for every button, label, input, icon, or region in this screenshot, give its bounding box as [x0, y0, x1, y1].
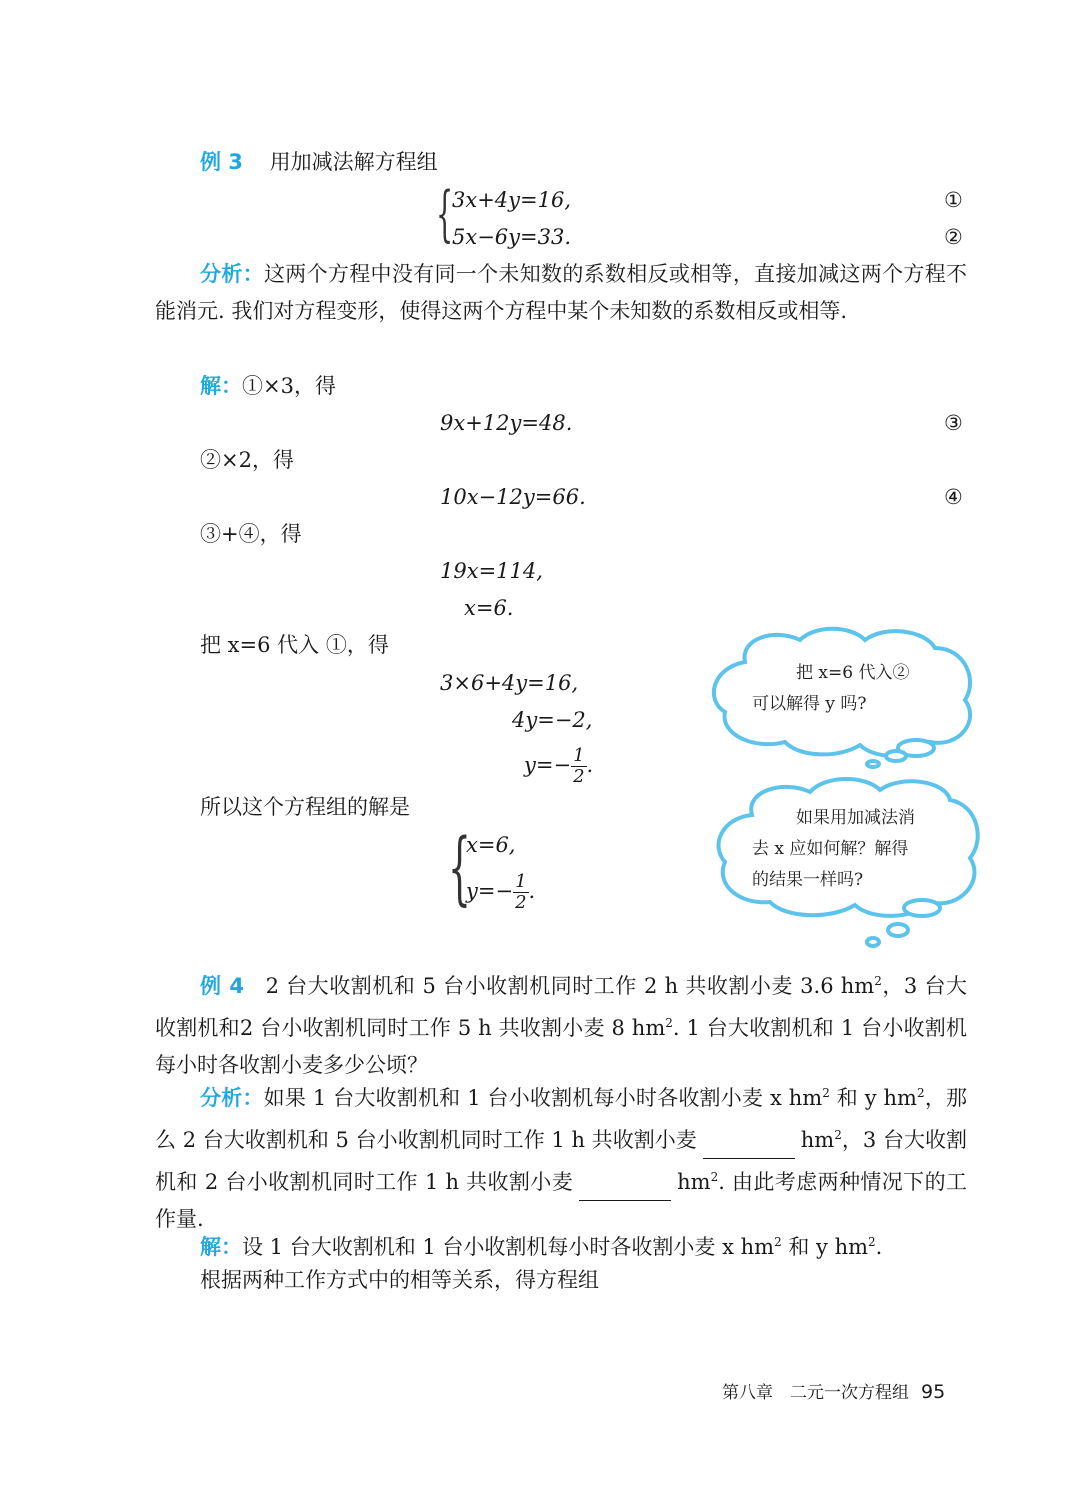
analysis-text: 这两个方程中没有同一个未知数的系数相反或相等，直接加减这两个方程不能消元. 我们对方程变形，使得这两个方程中某个未知数的系数相反或相等.: [155, 262, 968, 323]
problem-part-c: . 1 台大收割机和 1 台小收割机每小时各收割小麦多少公顷？: [155, 1016, 967, 1077]
fill-blank-2[interactable]: [579, 1182, 671, 1201]
analysis-part-c: ，那么 2 台大收割机和 5 台小收割机同时工作 1 h 共收割小麦: [155, 1086, 968, 1152]
example4-solution-label: 解：: [200, 1235, 242, 1259]
fraction-numerator: 1: [573, 745, 585, 766]
bubble-1-dot-small: [867, 761, 879, 767]
sup-2-g: 2: [774, 1235, 782, 1249]
sol-y-prefix: y=−: [466, 878, 514, 903]
equation-4: 10x−12y=66.: [440, 485, 586, 509]
bubble-2-dot-large: [904, 900, 940, 916]
solution-brace: {: [448, 821, 471, 914]
analysis-label: 分析：: [200, 262, 264, 286]
bubble-2-line-2: 去 x 应如何解？解得: [752, 839, 909, 859]
bubble-2-dot-small: [867, 938, 879, 946]
chapter-title: 第八章 二元一次方程组: [722, 1383, 909, 1403]
equation-7: 3×6+4y=16,: [440, 671, 579, 695]
sol-y-suffix: .: [528, 878, 536, 903]
example4-label: 例 4: [200, 974, 244, 998]
equation-mark-2: ②: [944, 225, 963, 249]
bubble-1-dot-medium: [886, 751, 906, 761]
solution-x: x=6,: [466, 833, 516, 857]
solution-step-3: ③+④，得: [200, 522, 302, 546]
solution-step-4: 把 x=6 代入 ①，得: [200, 633, 389, 657]
fraction-numerator-2: 1: [515, 871, 527, 892]
equation-2: 5x−6y=33.: [452, 225, 572, 249]
equation-3: 9x+12y=48.: [440, 411, 573, 435]
analysis-part-g: . 由此考虑两种情况下的工作量.: [155, 1170, 967, 1231]
solution-part-c: .: [875, 1235, 883, 1259]
problem-part-b: ，3 台大收割机和2 台小收割机同时工作 5 h 共收割小麦 8 hm: [155, 974, 967, 1040]
bubble-2-dot-medium: [888, 924, 908, 936]
fill-blank-1[interactable]: [703, 1140, 795, 1159]
page-footer: [722, 1378, 945, 1403]
solution-part-a: 设 1 台大收割机和 1 台小收割机每小时各收割小麦 x hm: [242, 1235, 775, 1259]
sup-2-e: 2: [834, 1128, 842, 1142]
example4-solution-line-2: 根据两种工作方式中的相等关系，得方程组: [200, 1268, 599, 1292]
page-number: 95: [921, 1381, 946, 1403]
fraction-denominator-2: 2: [515, 891, 527, 913]
bubble-2-line-1: 如果用加减法消: [796, 808, 915, 828]
example3-label: 例 3: [200, 150, 243, 174]
equation-6: x=6.: [464, 596, 514, 620]
solution-part-b: 和 y hm: [781, 1235, 869, 1259]
conclusion-text: 所以这个方程组的解是: [200, 795, 410, 819]
analysis-part-e: ，3 台大收割机和 2 台小收割机同时工作 1 h 共收割小麦: [155, 1128, 967, 1194]
example4-analysis: [155, 1075, 967, 1238]
bubble-1-line-1: 把 x=6 代入②: [796, 663, 910, 683]
equation-mark-1: ①: [944, 188, 963, 212]
bubble-1-line-2: 可以解得 y 吗?: [752, 694, 867, 714]
problem-part-a: 2 台大收割机和 5 台小收割机同时工作 2 h 共收割小麦 3.6 hm: [265, 974, 875, 998]
fraction-denominator: 2: [573, 765, 585, 787]
eq9-prefix: y=−: [524, 752, 572, 777]
sup-2-b: 2: [665, 1016, 673, 1030]
example4-analysis-label: 分析：: [200, 1086, 264, 1110]
analysis-part-b: 和 y hm: [829, 1086, 917, 1110]
example4-problem: [155, 963, 967, 1084]
equation-mark-4: ④: [944, 485, 963, 509]
analysis-part-f: hm: [677, 1170, 711, 1194]
system-brace: {: [436, 179, 454, 249]
sup-2-d: 2: [916, 1086, 925, 1100]
example3-title: 用加减法解方程组: [269, 150, 438, 174]
eq9-suffix: .: [586, 752, 594, 777]
example4-solution: [155, 1224, 967, 1266]
sup-2-f: 2: [710, 1170, 719, 1184]
sup-2-h: 2: [868, 1235, 876, 1249]
equation-mark-3: ③: [944, 411, 963, 435]
solution-label: 解：: [200, 374, 242, 398]
step-1-text: ①×3，得: [242, 374, 336, 398]
equation-1: 3x+4y=16,: [452, 188, 572, 212]
equation-5: 19x=114,: [440, 559, 543, 583]
analysis-part-a: 如果 1 台大收割机和 1 台小收割机每小时各收割小麦 x hm: [263, 1086, 823, 1110]
equation-8: 4y=−2,: [512, 708, 593, 732]
bubble-2-line-3: 的结果一样吗?: [752, 870, 864, 890]
sup-2-c: 2: [822, 1086, 830, 1100]
analysis-part-d: hm: [800, 1128, 835, 1152]
solution-step-2: ②×2，得: [200, 448, 294, 472]
sup-2-a: 2: [874, 974, 882, 988]
